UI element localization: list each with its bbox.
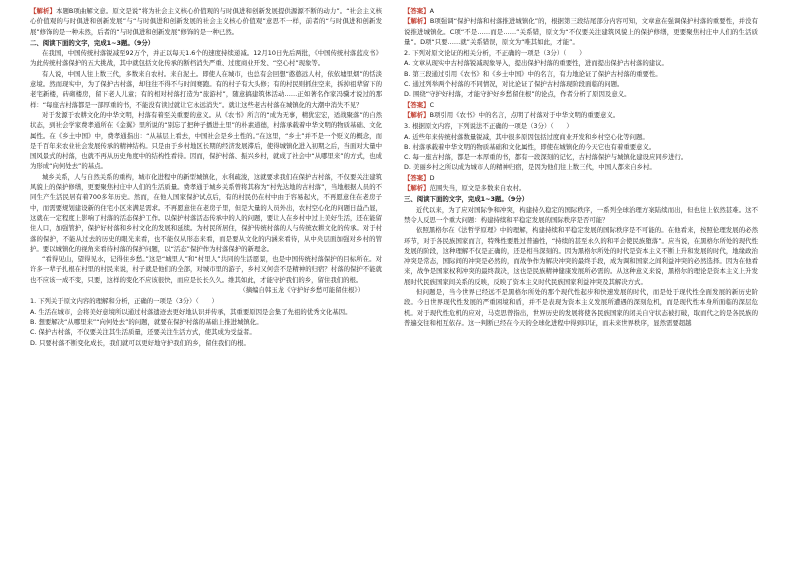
analysis-tag: 【解析】 xyxy=(404,110,430,119)
question-2-stem: 2. 下列对原文论证的相关分析，不正确的一项是（3分）（ ） xyxy=(404,49,586,58)
answer-tag: 【答案】 xyxy=(404,7,430,15)
question-1-stem: 1. 下列关于原文内容的理解和分析，正确的一项是（3分）（ ） xyxy=(30,297,218,306)
analysis-text: B项引用《农书》中的名言，点明了村落对于中华文明的重要意义。 xyxy=(429,110,620,119)
question-1-option-d: D. 只要村落不断变化成长，我们就可以更好地守护我们的乡，留住我们的根。 xyxy=(30,338,250,347)
analysis-tag: 【解析】 xyxy=(404,17,430,26)
question-3-option-c: C. 每一座古村落，都是一本厚重的书，都有一段深刻的记忆，古村落保护与城镇化建设应同步进行。 xyxy=(404,153,688,162)
analysis-paragraph xyxy=(404,16,758,47)
question-3-stem: 3. 根据原文内容，下列说法不正确的一项是（3分）（ ） xyxy=(404,122,573,131)
question-3-option-d: D. 美丽乡村之所以成为城市人的精神归宿，是因为他们往上数三代，中国人都来自乡村。 xyxy=(404,163,656,172)
passage-paragraph-2: 有人说，中国人往上数三代，多数来自农村。来自泥土。即使人在城市，也总有会回想“憨憨远人村，依依墟里烟”的恬淡意境。然而现实中，为了保护古村落，却往往不得不与时间赛跑。有的村子有大头修；有的村民则抓住空来，拆掉祖辈留下的老宅新楼，砖砌楼房，留下老人儿童；有的相对村落打造为“旅游村”，随意搞建筑体活动……正如著名作家冯骥才说过的那样：“每座古村落都是一部厚重的书，不能没有读过就让它永远消失”。就让这些老古村落在城镇化的大潮中消失不见？ xyxy=(30,69,382,109)
left-column xyxy=(30,6,382,348)
analysis-tag: 【解析】 xyxy=(404,184,430,193)
answer-tag: 【答案】 xyxy=(404,173,430,182)
question-3-option-b: B. 村落承载着中华文明的物质基础和文化属性，即使在城镇化的今天它也有着重要意义。 xyxy=(404,142,656,151)
answer-value: D xyxy=(429,173,435,182)
analysis-paragraph xyxy=(404,110,758,120)
passage-source: （摘编自韩玉龙《守护好乡愁可能留住根》） xyxy=(239,286,364,295)
question-3-option-a: A. 近些年来传统村落数量锐减，其中很多原因包括过度商业开发和乡村空心化等问题。 xyxy=(404,132,649,141)
question-2-option-c: C. 通过列举两个村落的不同情况，对比论证了保护古村落现阶段面临的问题。 xyxy=(404,80,624,89)
passage2-paragraph-1: 近代以来，为了应对国际争和冲突，构建持久稳定的国际秩序，一系列全球治理方案陆续而出，但也往上依然甚难。这不禁令人反思一个重大问题：构建持续和平稳定发展的国际秩序是否可能？ xyxy=(404,205,758,224)
analysis-paragraph xyxy=(404,183,758,193)
analysis-paragraph xyxy=(30,6,382,37)
answer-1 xyxy=(404,6,758,16)
question-1-option-c: C. 保护古村落，不仅要关注其生活质量，还要关注生活方式，使其成为受益者。 xyxy=(30,328,256,337)
passage-paragraph-5: “看得见山，望得见水，记得住乡愁。”这是“城里人”和“村里人”共同的生活愿景，也是中国传统村落保护的目标所在。对许多一辈子扎根在村里的村民来说，村子就是他们的全部，对城市里的游子，乡村又何尝不是精神的归宿？村落的保护不能就也不应该一成不变，只要，这样的变化不应该很快，而应是长长久久。维其如此，才能守护我们的乡，留住我们的根。 xyxy=(30,255,382,284)
passage-paragraph-3: 对于发源于农耕文化的中华文明，村落有着至关重要的意义。从《农书》所言的“成为无事，精犹宏宏，适战聚落”的自然状态，到社会学家费孝通所在《金翼》里所说的“别忘了把种子播进土里”的朴素道德，村落承载着中华文明的物质基础、文化属性。在《乡土中国》中，费孝通指出：“从基层上看去，中国社会是乡土性的。”在这里，“乡土”并不是一个贬义的概念，而是千百年来农业社会发展传承的精神结构。只是由于乡村地区长期的经济发展滞后，使得城镇化进入初期之后，当面对大量中国风景式的村落，也就不再从历史角度中的结构性看待。因而，保护村落、振兴乡村，就成了社会中“从哪里来”的方式，也成为形成“向何处去”的基点。 xyxy=(30,110,382,171)
passage-paragraph-4: 城乡关系，人与自然关系的重构，城市化进程中的新型城镇化，水利疏浚，这就要求我们在保护古村落，不仅要关注建筑风貌上的保护修缮，更要聚焦村庄中人们的生活质量。费孝通于城乡关系曾将其称为“村先达地的古村落”，当地根据人员的不同生产生活民居有着700多年历史。然而，在他人国家保护试点后，有的村民仍在村中由于容易起火，不再愿意住在老房子中，而需要规划建设新的住宅小区来满足需求。不再愿意住在老房子里，但是大量的人员外出，农村空心化的问题日益凸显，这就在一定程度上影响了村落的活态保护工作。以保护村落活态传承中的人的问题，要让人在乡村中过上美好生活，还在能留住人口，加强管护，保护好村落和乡村文化的发展和延续。为村民所居住，保护传统村落的人与传统农耕文化的传承。对于村落的保护，不能从过去的历史的眼光来看，也不能仅从形态来看，而是要从文化的内涵来看待，从中央层面加强对乡村的管护。要以城镇化的视角来看待村落的保护问题，以“活态”保护作为村落保护的新理念。 xyxy=(30,172,382,253)
right-column xyxy=(404,6,758,328)
passage2-paragraph-2: 依照黑格尔在《法哲学原理》中的理解，构建持续和平稳定发展的国际秩序是不可能的。在他看来，按照伦理发展的必然环节，对于各民族国家而言，特殊性要胜过普遍性，“持续的甚至永久的和平会使民族堕落”。应当说，在黑格尔所处的现代性发展的阶段，这种理解不仅是正确的，还是相当深刻的。因为黑格尔所处的时代是资本主义不断上升和发展的时代，地缘政治冲突是常态，国际间的冲突是必然的，而战争作为解决冲突的最终手段，成为调和国家之间利益冲突的必然选择。因为在他看来，战争是国家权利冲突的最终裁决，这也是民族精神健康发展所必需的。从这种意义来说，黑格尔的理论是资本主义上升发展时代民族国家间关系的反映，反映了资本主义时代民族国家利益冲突及其解决方式。 xyxy=(404,226,758,286)
answer-value: A xyxy=(429,7,434,15)
answer-3 xyxy=(404,173,758,183)
section-heading: 三、阅读下面的文字，完成1~3题。（9分） xyxy=(404,195,529,204)
question-2-option-a: A. 文章从现实中古村落锐减现象导入，提出保护村落的重要性，进而提出保护古村落的建议。 xyxy=(404,59,668,68)
question-1-option-b: B. 想要解决“从哪里来”“向何处去”的问题，就要在保护村落的基础上推进城镇化。 xyxy=(30,317,263,326)
passage-paragraph-1: 在我国，中国传统村落锐减至92万个，并正以每天1.6个的速度持续递减。12月10日先后两批，《中国传统村落蓝皮书》为此传统村落保护的五大挑战，其中就包括文化传承的断档消失严重、过度商业开发、“空心村”现象等。 xyxy=(30,49,382,68)
analysis-text: 范围失当，原文是多数来自农村。 xyxy=(429,184,526,193)
analysis-text: 本题B项曲解文意。原文是说“将为社会主义核心价值观的与时俱进和创新发展提供源源不断的动力”。“社会主义核心价值观的与时俱进和创新发展”与“与时俱进和创新发展的社会主义核心价值观”意思不一样，前者的“与时俱进和创新发展”修饰的是一种未然，后者的“与时俱进和创新发展”修饰的是一种已然。 xyxy=(30,7,382,36)
analysis-text: B项强调“保护村落和村落推进城镇化”的，根据第三段结尾部分内容可知，文章意在强调保护村落的重要性，并没有说推进城镇化。C项“不是……而是……”关系错，原文为“不仅要关注建筑风貌上的保护修缮，更要聚焦村庄中人们的生活质量”。D项“只要……就”关系错误，原文为“唯其如此，才能”。 xyxy=(404,17,758,46)
question-2-option-d: D. 围绕“守护好村落，才能守护好乡愁留住根”的论点，作者分析了原因及意义。 xyxy=(404,90,631,99)
question-2-option-b: B. 第三段通过引用《农书》和《乡土中国》中的名言，有力地论证了保护古村落的重要性。 xyxy=(404,69,662,78)
answer-tag: 【答案】 xyxy=(404,100,430,109)
answer-2 xyxy=(404,100,758,110)
analysis-tag: 【解析】 xyxy=(30,7,56,15)
question-1-option-a: A. 生活在城市，会将美好意境所以通过村落遗迹去更好地认识并传承，其重要原因是会集了先祖的优秀文化基因。 xyxy=(30,307,352,316)
section-heading: 二、阅读下面的文字，完成1~3题。（9分） xyxy=(30,38,155,47)
passage2-paragraph-3: 但问题是，当今世界已经远不是黑格尔所处的那个现代性起步和快速发展的时代，而是处于现代性全面发展的新历史阶段。今日世界现代性发展的严重困境和盾，并不是表现为资本主义发展所遭遇的深刻危机，而是现代性本身所面临的深层危机。对于现代性危机的应对，马克思曾指出，世界历史的发展将使各民族国家的闭关自守状态被打破，取而代之的是各民族的普遍交往和相互依存。这一判断已经在今天的全球化进程中得到印证，而未来世界秩序，显然需要超越 xyxy=(404,288,758,327)
answer-value: C xyxy=(429,100,435,109)
